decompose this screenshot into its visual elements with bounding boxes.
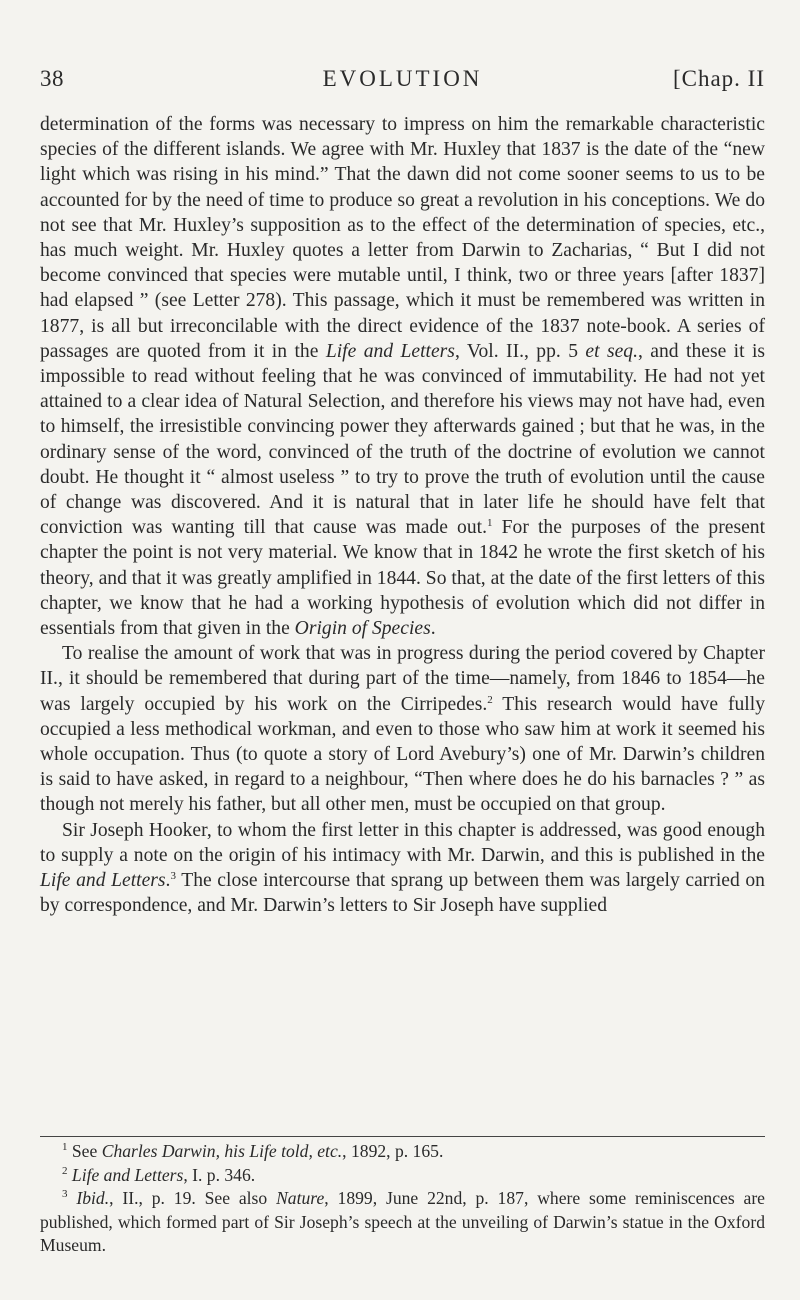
text-run: , 1892, p. 165. <box>342 1141 444 1161</box>
text-run: , Vol. II., pp. 5 <box>454 340 586 362</box>
text-run: The close intercourse that sprang up between them was largely carried on by correspondence, and Mr. Darwin’s letters to Sir Joseph have supplied <box>40 870 765 917</box>
footnote-3 <box>40 1187 765 1258</box>
italic-abbrev: Ibid. <box>76 1188 110 1209</box>
text-run: . <box>430 618 436 640</box>
chapter-label: [Chap. II <box>672 66 765 91</box>
italic-title: Life and Letters <box>40 870 166 892</box>
italic-title: Charles Darwin, his Life told, etc. <box>101 1141 343 1161</box>
footnote-2 <box>40 1164 765 1188</box>
footnote-marker: 3 <box>62 1188 68 1201</box>
text-run: For the purposes of the present chapter the point is not very material. We know that in 1842 he wrote the first sketch of his theory, and that it was greatly amplified in 1844. So that, at the date of the first letters of this chapter, we know that he had a working hypothesis of evolution which did not differ in essentials from that given in the <box>40 517 766 640</box>
text-run: , and these it is impossible to read without feeling that he was convinced of immutability. He had not yet attained to a clear idea of Natural Selection, and therefore his views may not have had, even to himself, the irresistible convincing power they afterwards gained ; but that he was, in the ordinary sense of the word, convinced of the truth of the doctrine of evolution we cannot doubt. He thought it “ almost useless ” to try to prove the truth of evolution until the cause of change was discovered. And it is natural that in later life he should have felt that conviction was wanting till that cause was made out. <box>40 340 766 539</box>
footnote-ref-3[interactable]: 3 <box>170 870 176 883</box>
footnote-divider <box>40 1136 765 1137</box>
text-run: See <box>67 1141 102 1161</box>
running-title: EVOLUTION <box>322 66 483 91</box>
paragraph <box>40 818 765 919</box>
footnote-ref-1[interactable]: 1 <box>486 517 493 530</box>
text-run: To realise the amount of work that was in progress during the period covered by Chapter II., it should be remembered that during part of the time—namely, from 1846 to 1854—he was largely occupied by his work on the Cirripedes. <box>40 643 765 715</box>
text-run: determination of the forms was necessary to impress on him the remarkable characteristic species of the different islands. We agree with Mr. Huxley that 1837 is the date of the “new light which was rising in his mind.” That the dawn did not come sooner seems to us to be accounted for by the need of time to produce so great a revolution in his conceptions. We do not see that Mr. Huxley’s supposition as to the effect of the determination of species, etc., has much weight. Mr. Huxley quotes a letter from Darwin to Zacharias, “ But I did not become convinced that species were mutable until, I think, two or three years [after 1837] had elapsed ” (see Letter 278). This passage, which it must be remembered was written in 1877, is all but irreconcilable with the direct evidence of the 1837 note-book. A series of passages are quoted from it in the <box>40 114 765 362</box>
footnotes <box>40 1140 765 1258</box>
footnote-marker: 1 <box>62 1141 68 1153</box>
text-run: , I. p. 346. <box>183 1164 256 1185</box>
text-run: This research would have fully occupied a less methodical workman, and even to those who saw him at work it seemed his whole occupation. Thus (to quote a story of Lord Avebury’s) one of Mr. Darwin’s children is said to have asked, in regard to a neighbour, “Then where does he do his barnacles ? ” as though not merely his father, but all other men, must be occupied on that group. <box>40 693 765 816</box>
text-run: . <box>165 870 171 892</box>
text-run: , 1899, June 22nd, p. 187, where some reminiscences are published, which formed part of Sir Joseph’s speech at the unveiling of Darwin’s statue in the Oxford Museum. <box>40 1188 765 1256</box>
paragraph <box>40 641 765 817</box>
italic-title: Nature <box>276 1188 325 1209</box>
page-number: 38 <box>40 66 64 91</box>
footnote-1 <box>40 1140 765 1164</box>
main-text <box>40 112 765 919</box>
paragraph-continuation <box>40 112 765 641</box>
running-header <box>40 66 765 106</box>
footnote-marker: 2 <box>62 1164 68 1177</box>
italic-abbrev: et seq. <box>585 340 638 362</box>
text-run: , II., p. 19. See also <box>109 1188 277 1209</box>
footnote-ref-2[interactable]: 2 <box>487 693 493 706</box>
italic-title: Life and Letters <box>325 340 455 362</box>
italic-title: Life and Letters <box>71 1164 184 1185</box>
text-run: Sir Joseph Hooker, to whom the first letter in this chapter is addressed, was good enough to supply a note on the origin of his intimacy with Mr. Darwin, and this is published in the <box>40 819 765 866</box>
italic-title: Origin of Species <box>294 618 431 640</box>
